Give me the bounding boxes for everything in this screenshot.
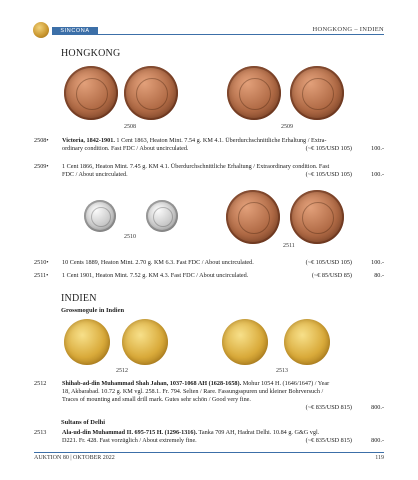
lot-ruler: Victoria, 1842-1901.: [62, 137, 115, 144]
lot-price: 80.-: [374, 272, 384, 279]
photo-label-2513: 2513: [276, 368, 288, 374]
lot-description: 1 Cent 1901, Heaton Mint. 7.52 g. KM 4.3. Fast FDC / About uncirculated.: [62, 272, 249, 279]
coin-image-2508-obverse: [64, 66, 118, 120]
coin-image-2511-reverse: [290, 190, 344, 244]
lot-estimate: (~€ 835/USD 815): [305, 437, 352, 444]
lot-estimate: (~€ 105/USD 105): [305, 145, 352, 152]
lot-text: Mohur 1054 H. (1646/1647) / Year 18, Akbarabad. 10.72 g. KM vgl. 258.1. Fr. 794. Selten / Rare. Fassungsspuren und kleiner Bohrversuch / Traces of mounting and small drill mark. Gutes sehr schön / Good very fine.: [62, 380, 330, 404]
lot-price: 100.-: [371, 145, 384, 152]
coin-image-2509-reverse: [290, 66, 344, 120]
sincona-logo-coin-icon: [33, 22, 49, 38]
page-header-title: HONGKONG – INDIEN: [312, 26, 384, 33]
lot-entry-2509: [34, 163, 384, 181]
lot-text: Tanka 709 AH, Hadrat Delhi. 10.84 g. G&G vgl. D221. Fr. 428. Fast vorzüglich / About extremely fine.: [62, 429, 320, 445]
section-title-hongkong: HONGKONG: [61, 48, 121, 59]
coin-image-2510-reverse: [146, 200, 178, 232]
lot-number: 2511•: [34, 272, 49, 279]
section-title-indien: INDIEN: [61, 293, 97, 304]
lot-entry-2510: [34, 259, 384, 268]
subhead-sultans-of-delhi: Sultans of Delhi: [61, 419, 106, 426]
lot-price: 100.-: [371, 171, 384, 178]
photo-label-2511: 2511: [283, 243, 295, 249]
footer-auction-label: AUKTION 80 | OKTOBER 2022: [34, 455, 115, 461]
lot-description: 1 Cent 1866, Heaton Mint. 7.45 g. KM 4.1. Überdurchschnittliche Erhaltung / Extraordinary condition. Fast FDC / About uncirculated.: [62, 163, 330, 179]
lot-estimate: (~€ 85/USD 85): [311, 272, 352, 279]
lot-entry-2508: [34, 137, 384, 155]
footer-rule: [34, 452, 384, 453]
lot-entry-2513: [34, 429, 384, 447]
lot-estimate: (~€ 105/USD 105): [305, 171, 352, 178]
photo-label-2512: 2512: [116, 368, 128, 374]
lot-entry-2512: [34, 380, 384, 414]
lot-text: 1 Cent 1863, Heaton Mint. 7.54 g. KM 4.1. Überdurchschnittliche Erhaltung / Extra-ordinary condition. Fast FDC / About uncirculated.: [62, 137, 327, 153]
lot-number: 2513: [34, 429, 47, 436]
coin-image-2513-reverse: [284, 319, 330, 365]
coin-image-2508-reverse: [124, 66, 178, 120]
lot-entry-2511: [34, 272, 384, 281]
photo-label-2508: 2508: [124, 124, 136, 130]
lot-ruler: Shihab-ad-din Muhammad Shah Jahan, 1037-1068 AH (1628-1658).: [62, 380, 242, 387]
header-rule: [98, 34, 384, 35]
lot-estimate: (~€ 835/USD 815): [305, 404, 352, 411]
lot-estimate: (~€ 105/USD 105): [305, 259, 352, 266]
lot-price: 100.-: [371, 259, 384, 266]
lot-number: 2512: [34, 380, 47, 387]
coin-image-2509-obverse: [227, 66, 281, 120]
lot-number: 2508•: [34, 137, 49, 144]
lot-description: 10 Cents 1889, Heaton Mint. 2.70 g. KM 6.3. Fast FDC / About uncirculated.: [62, 259, 254, 266]
coin-image-2512-obverse: [64, 319, 110, 365]
coin-image-2513-obverse: [222, 319, 268, 365]
brand-label: SINCONA: [52, 27, 98, 35]
photo-label-2510: 2510: [124, 234, 136, 240]
photo-label-2509: 2509: [281, 124, 293, 130]
lot-ruler: Ala-ud-din Muhammad II. 695-715 H. (1296-1316).: [62, 429, 198, 436]
lot-number: 2510•: [34, 259, 49, 266]
lot-price: 800.-: [371, 404, 384, 411]
lot-number: 2509•: [34, 163, 49, 170]
lot-description: [62, 380, 332, 405]
page-number: 119: [375, 455, 384, 461]
coin-image-2511-obverse: [226, 190, 280, 244]
coin-image-2512-reverse: [122, 319, 168, 365]
coin-image-2510-obverse: [84, 200, 116, 232]
lot-price: 800.-: [371, 437, 384, 444]
subhead-grossmogule: Grossmogule in Indien: [61, 307, 125, 314]
